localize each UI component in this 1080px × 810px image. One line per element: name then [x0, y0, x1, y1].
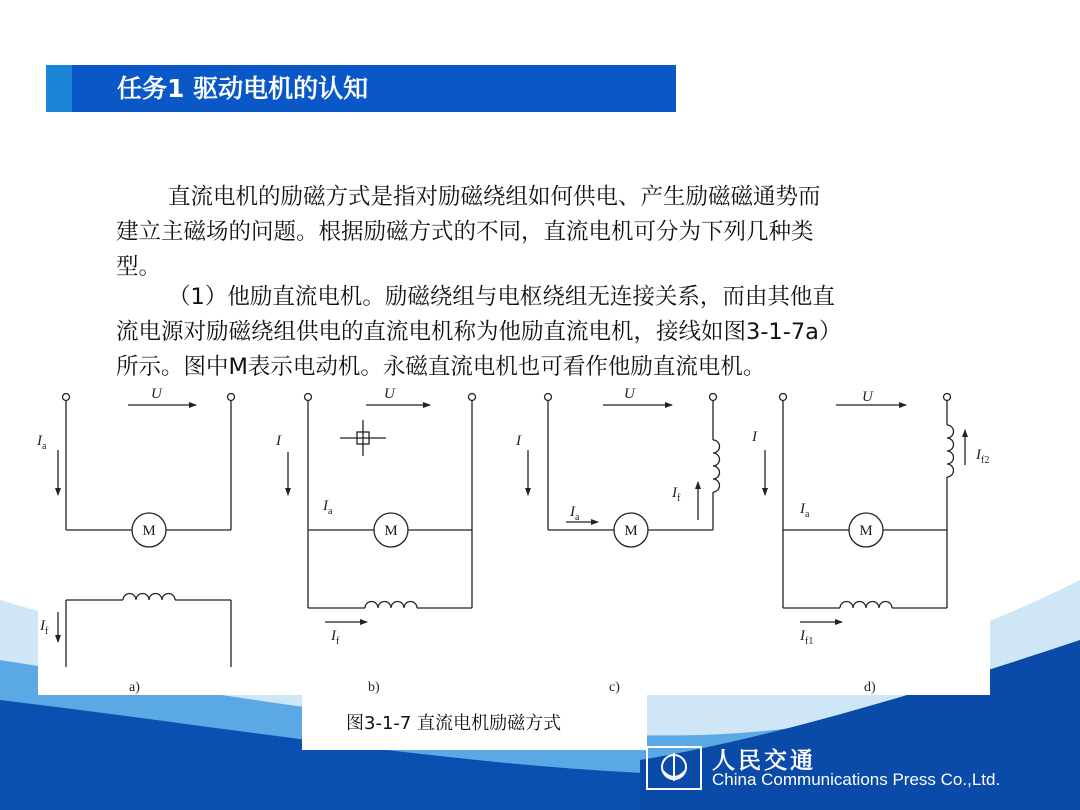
- subfigure-label-d: d): [864, 680, 876, 695]
- current-label-i: I: [752, 429, 757, 445]
- voltage-label: U: [151, 386, 162, 402]
- paragraph-line: 所示。图中M表示电动机。永磁直流电机也可看作他励直流电机。: [116, 354, 766, 380]
- subfigure-label-c: c): [609, 680, 620, 695]
- paragraph-line: 直流电机的励磁方式是指对励磁绕组如何供电、产生励磁磁通势而: [168, 184, 821, 210]
- subfigure-label-b: b): [368, 680, 380, 695]
- current-label-if2: $I_{f2}$: [976, 447, 990, 466]
- diagram-b: [288, 394, 476, 623]
- current-label-ia: $I_a$: [570, 504, 580, 523]
- motor-label: M: [859, 523, 873, 539]
- voltage-label: U: [624, 386, 635, 402]
- motor-label: M: [624, 523, 638, 539]
- publisher-logo-icon: [645, 745, 703, 791]
- publisher-name-cn: 人民交通: [712, 747, 816, 774]
- current-label-ia: $I_a$: [37, 433, 47, 452]
- current-label-if: $I_f$: [331, 628, 340, 647]
- motor-label: M: [142, 523, 156, 539]
- current-label-ia: $I_a$: [800, 501, 810, 520]
- subfigure-label-a: a): [129, 680, 140, 695]
- paragraph-line: 流电源对励磁绕组供电的直流电机称为他励直流电机，接线如图3-1-7a）: [116, 319, 842, 345]
- current-label-i: I: [276, 433, 281, 449]
- voltage-label: U: [384, 386, 395, 402]
- current-label-ia: $I_a$: [323, 498, 333, 517]
- voltage-label: U: [862, 389, 873, 405]
- current-label-if1: $I_{f1}$: [800, 628, 814, 647]
- motor-label: M: [384, 523, 398, 539]
- publisher-name-en: China Communications Press Co.,Ltd.: [712, 770, 1001, 789]
- current-label-if: $I_f$: [40, 618, 49, 637]
- paragraph-line: （1）他励直流电机。励磁绕组与电枢绕组无连接关系，而由其他直: [168, 284, 835, 310]
- page-title: 任务1 驱动电机的认知: [117, 74, 369, 103]
- current-label-i: I: [516, 433, 521, 449]
- figure-caption: 图3-1-7 直流电机励磁方式: [346, 713, 562, 734]
- paragraph-line: 型。: [116, 254, 162, 280]
- current-label-if: $I_f$: [672, 485, 681, 504]
- paragraph-line: 建立主磁场的问题。根据励磁方式的不同，直流电机可分为下列几种类: [116, 219, 814, 245]
- diagram-d: [765, 394, 965, 623]
